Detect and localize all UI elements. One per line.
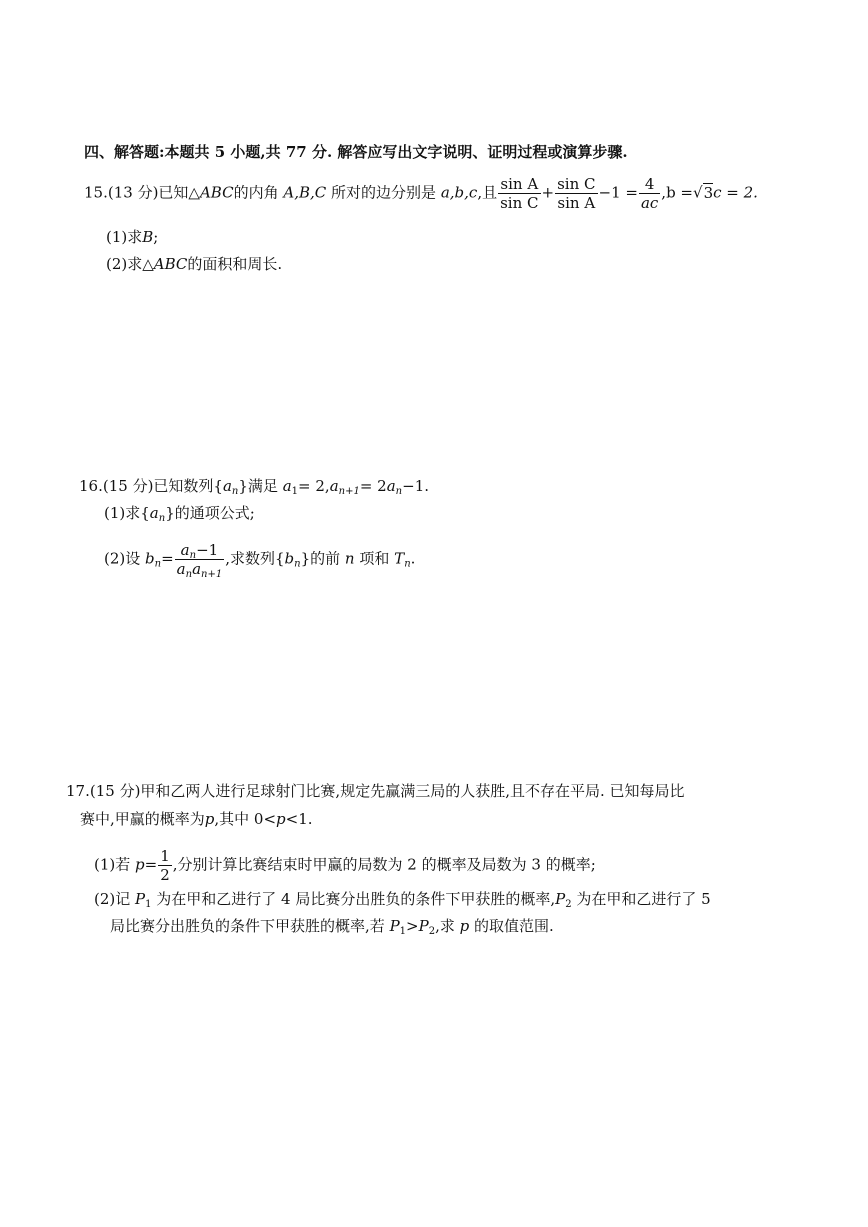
q17-part2-line1	[94, 888, 711, 910]
q16-text: 项和	[359, 549, 390, 568]
q16-var: a	[386, 477, 396, 495]
q17-score: (15 分)	[89, 782, 141, 800]
section-title: 四、解答题:本题共 5 小题,共 77 分. 解答应写出文字说明、证明过程或演算步骤.	[84, 143, 628, 161]
q17-sub: 1	[399, 926, 407, 937]
q16-stem	[79, 475, 429, 497]
q16-text: −1	[196, 541, 219, 559]
q17-text: <1.	[285, 810, 313, 828]
q16-part1-text: }的通项公式;	[165, 504, 255, 522]
q15-part1-text: ;	[153, 228, 159, 246]
q16-part2	[104, 541, 415, 578]
q15-fraction-2: $\frac{\text{sin C}}{\text{sin A}}$	[557, 175, 596, 212]
q17-part2-text: ,求	[435, 917, 455, 935]
q17-var: P	[389, 917, 400, 935]
q17-var: P	[555, 890, 566, 908]
q16-sub: n	[185, 569, 193, 580]
q16-part2-text: (2)设	[104, 549, 141, 568]
q17-part2-text: 为在甲和乙进行了 5	[576, 890, 711, 908]
q17-part1-text: ,分别计算比赛结束时甲赢的局数为 2 的概率及局数为 3 的概率;	[172, 855, 596, 874]
q16-var: a	[329, 477, 339, 495]
q17-text: =	[144, 855, 158, 874]
q15-part2-tri: ABC	[153, 255, 188, 273]
q16-var: a	[222, 477, 232, 495]
q16-sub: n	[154, 558, 162, 570]
q16-frac-num	[175, 541, 225, 560]
q16-sub: n	[395, 486, 403, 497]
q16-text: ,求数列{	[225, 549, 285, 568]
q16-var: a	[176, 560, 186, 578]
q15-fraction-1: $\frac{\text{sin A}}{\text{sin C}}$	[500, 175, 539, 212]
q16-sub: n	[158, 513, 166, 524]
q16-var: a	[149, 504, 159, 522]
q17-var: p	[135, 855, 145, 874]
q15-stem	[84, 175, 758, 212]
q15-text: c = 2.	[713, 183, 758, 202]
q16-var: a	[180, 541, 190, 559]
q15-part1-text: (1)求	[106, 228, 143, 246]
q16-score: (15 分)	[102, 477, 154, 495]
q15-part1	[106, 226, 158, 248]
q15-text: 所对的边分别是	[331, 183, 437, 202]
q17-number: 17.	[66, 782, 90, 800]
q16-part1	[104, 502, 255, 524]
q15-sqrt-value: 3	[703, 183, 714, 202]
q17-var: P	[418, 917, 429, 935]
q17-text: >	[406, 917, 419, 935]
q17-text: ,其中 0<	[214, 810, 277, 828]
q17-sub: 2	[428, 926, 436, 937]
q17-part2-text: 局比赛分出胜负的条件下甲获胜的概率,若	[110, 917, 385, 935]
q15-part2	[106, 253, 282, 275]
q16-text: .	[410, 549, 416, 568]
q16-frac-den	[175, 560, 225, 578]
q16-var: a	[282, 477, 292, 495]
q17-frac-den: 2	[160, 866, 170, 884]
q16-fraction	[175, 541, 225, 578]
q16-var: n	[344, 549, 355, 568]
q17-part2-line2	[110, 915, 554, 937]
q16-var: T	[394, 549, 405, 568]
q16-text: −1.	[402, 477, 430, 495]
sqrt-icon: √	[693, 183, 703, 202]
q15-score: (13 分)	[107, 183, 159, 202]
q17-stem-line1	[66, 780, 685, 802]
q17-part2-text: 为在甲和乙进行了 4 局比赛分出胜负的条件下甲获胜的概率,	[156, 890, 556, 908]
q17-var: p	[459, 917, 470, 935]
q17-var: p	[204, 810, 215, 828]
q15-text: ,b =	[661, 183, 694, 202]
q15-part1-var: B	[142, 228, 154, 246]
q17-sub: 2	[565, 899, 572, 910]
q17-sub: 1	[145, 899, 152, 910]
q16-text: =	[161, 549, 174, 568]
q16-sub: n	[404, 558, 411, 570]
q17-var: P	[135, 890, 146, 908]
q15-sides: a,b,c	[440, 183, 478, 202]
q17-stem-line2	[80, 808, 313, 830]
q16-part1-text: (1)求{	[104, 504, 150, 522]
q15-triangle: ABC	[199, 183, 234, 202]
q15-angles: A,B,C	[283, 183, 327, 202]
q17-fraction	[158, 847, 172, 884]
q17-frac-num: 1	[160, 847, 170, 865]
q15-text: ,且	[477, 183, 498, 202]
q16-sub: 1	[291, 486, 299, 497]
q15-part2-text: (2)求△	[106, 255, 154, 273]
q15-number: 15.	[84, 183, 108, 202]
q17-text: 赛中,甲赢的概率为	[80, 810, 205, 828]
q17-part1-text: (1)若	[94, 855, 131, 874]
q15-text: 已知△	[158, 183, 200, 202]
q17-part2-text: 的取值范围.	[474, 917, 554, 935]
q16-text: = 2,	[298, 477, 330, 495]
q16-text: }满足	[238, 477, 278, 495]
plus-sign: +	[541, 183, 555, 202]
q16-text: = 2	[359, 477, 387, 495]
q16-text: }的前	[300, 549, 341, 568]
q16-var: a	[192, 560, 202, 578]
q16-sub: n+1	[338, 486, 360, 497]
q16-var: b	[284, 549, 295, 568]
q16-sub: n	[189, 550, 197, 561]
q15-text: 的内角	[233, 183, 279, 202]
q15-text: −1 =	[598, 183, 638, 202]
q16-var: b	[145, 549, 155, 568]
q16-sub: n	[231, 486, 239, 497]
q17-text: 甲和乙两人进行足球射门比赛,规定先赢满三局的人获胜,且不存在平局. 已知每局比	[140, 782, 685, 800]
q17-var: p	[276, 810, 286, 828]
q17-part1	[94, 847, 596, 884]
q16-number: 16.	[79, 477, 103, 495]
q16-sub: n+1	[201, 569, 223, 580]
q15-fraction-3: $\frac{4}{ac}$	[640, 175, 659, 212]
q16-text: 已知数列{	[153, 477, 223, 495]
q16-sub: n	[294, 558, 301, 570]
q15-part2-text: 的面积和周长.	[187, 255, 283, 273]
q17-part2-text: (2)记	[94, 890, 131, 908]
